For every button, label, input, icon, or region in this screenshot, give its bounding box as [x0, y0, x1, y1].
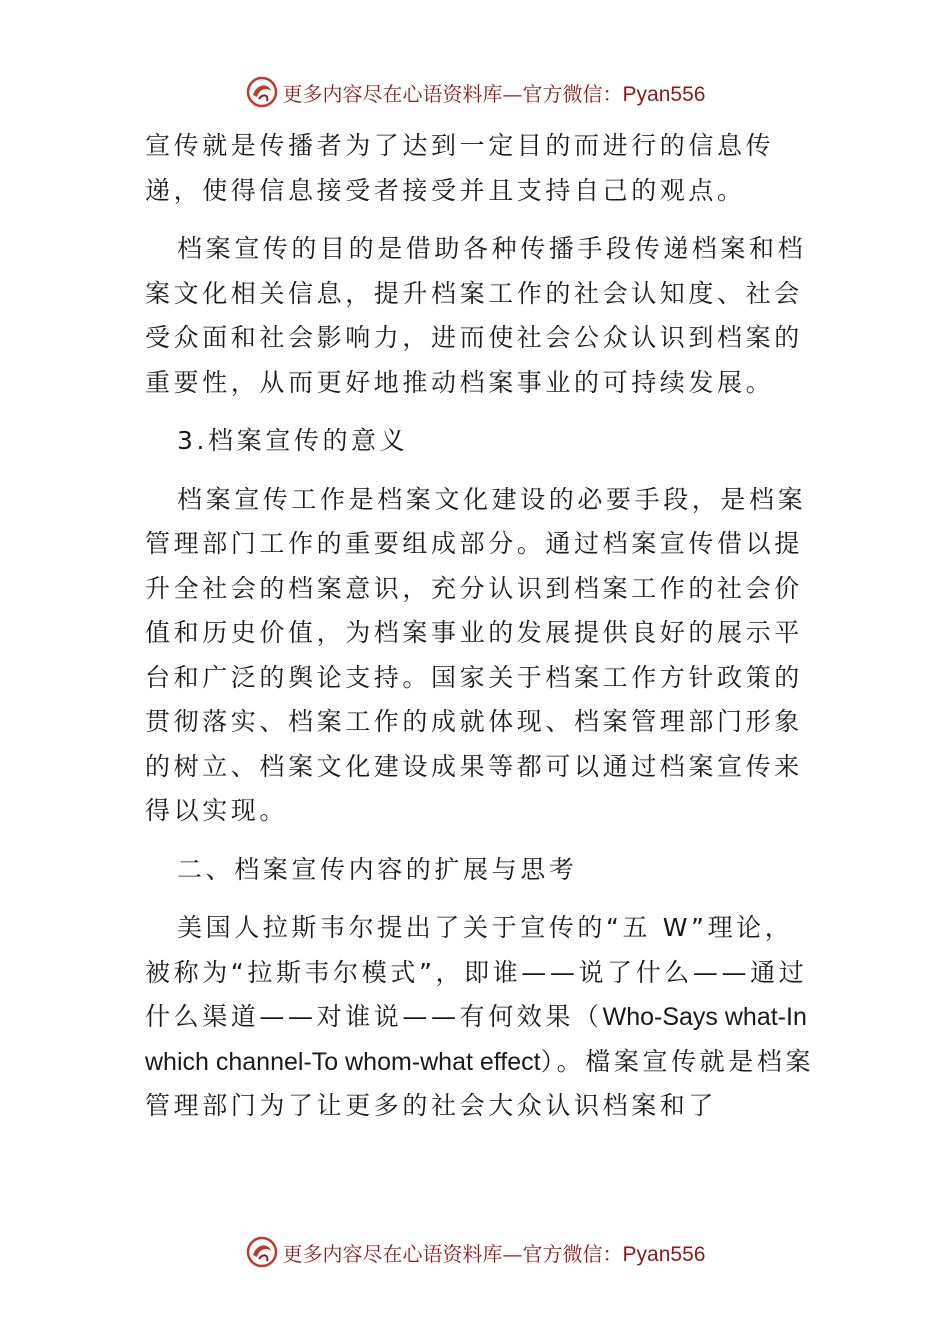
footer-banner: [0, 1230, 950, 1274]
section-2-heading: 二、档案宣传内容的扩展与思考: [177, 854, 578, 884]
header-banner: [0, 70, 950, 114]
heading-3: 3.档案宣传的意义: [177, 426, 409, 455]
paragraph-2: 档案宣传的目的是借助各种传播手段传递档案和档案文化相关信息，提升档案工作的社会认知度、社会受众面和社会影响力，进而使社会公众认识到档案的重要性，从而更好地推动档案事业的可持续发展。: [145, 234, 807, 397]
lasswell-model-english: Who-Says what-In which channel-To whom-what effect: [145, 1003, 807, 1076]
wechat-id: Pyan556: [622, 82, 706, 106]
paragraph-3: 档案宣传工作是档案文化建设的必要手段，是档案管理部门工作的重要组成部分。通过档案宣传借以提升全社会的档案意识，充分认识到档案工作的社会价值和历史价值，为档案事业的发展提供良好的展示平台和广泛的舆论支持。国家关于档案工作方针政策的贯彻落实、档案工作的成就体现、档案管理部门形象的树立、档案文化建设成果等都可以通过档案宣传来得以实现。: [145, 484, 807, 825]
red-swirl-logo-icon: [245, 1235, 279, 1269]
footer-wechat-id: Pyan556: [622, 1242, 706, 1266]
document-body: [145, 124, 815, 1143]
paragraph-1: 宣传就是传播者为了达到一定目的而进行的信息传递，使得信息接受者接受并且支持自己的观点。: [145, 131, 775, 205]
red-swirl-logo-icon: [245, 75, 279, 109]
footer-banner-title: 更多内容尽在心语资料库—官方微信：Pyan556: [282, 1241, 706, 1266]
paragraph-4: 美国人拉斯韦尔提出了关于宣传的“五 W”理论，被称为“拉斯韦尔模式”，即谁——说了什么——通过什么渠道——对谁说——有何效果（Who-Says what-In which channel-To whom-what effect）。檔案宣传就是档案管理部门为了让更多的社会大众认识档案和了: [145, 913, 815, 1120]
banner-title: 更多内容尽在心语资料库—官方微信：Pyan556: [282, 81, 706, 106]
